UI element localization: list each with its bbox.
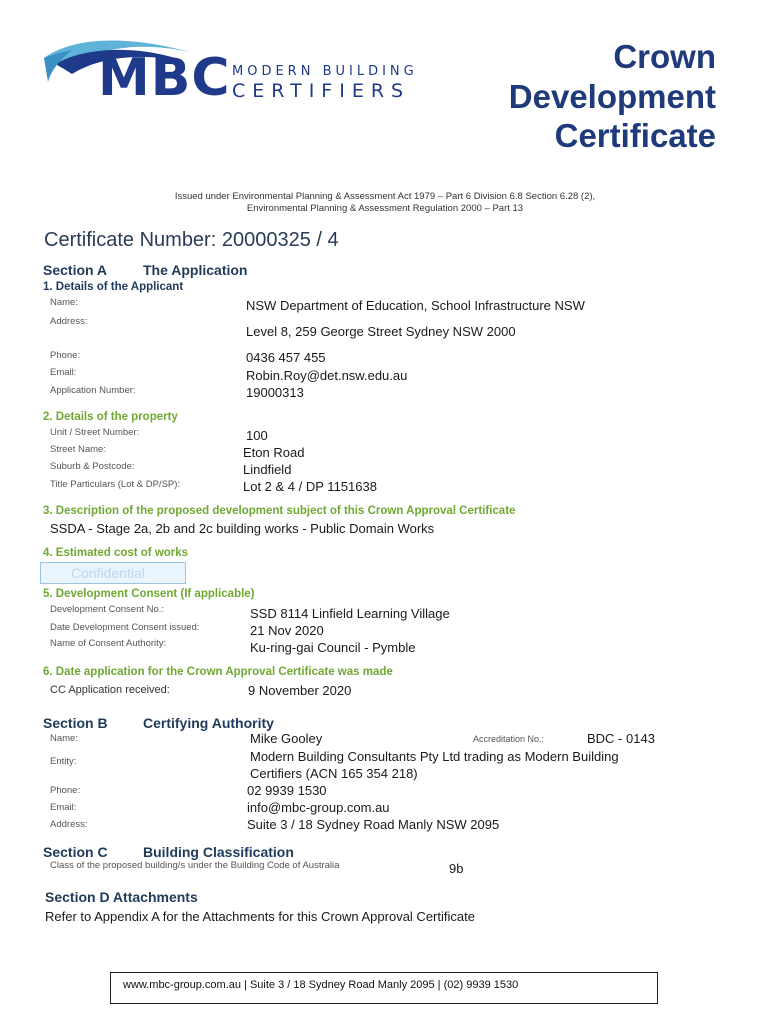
consent-authority-label: Name of Consent Authority: [50,638,167,649]
property-unit-label: Unit / Street Number: [50,427,140,438]
property-suburb: Lindfield [243,462,292,477]
applicant-heading: 1. Details of the Applicant [43,281,184,293]
consent-date-label: Date Development Consent issued: [50,622,200,633]
property-suburb-label: Suburb & Postcode: [50,461,135,472]
consent-heading: 5. Development Consent (If applicable) [43,588,255,600]
certifier-address-label: Address: [50,819,88,830]
applicant-phone-label: Phone: [50,350,81,361]
footer-contact: www.mbc-group.com.au | Suite 3 / 18 Sydney Road Manly 2095 | (02) 9939 1530 [110,972,658,1004]
applicant-name-label: Name: [50,297,78,308]
description-text: SSDA - Stage 2a, 2b and 2c building works - Public Domain Works [50,521,435,536]
accreditation-label: Accreditation No.: [473,734,545,744]
applicant-name: NSW Department of Education, School Infrastructure NSW [246,298,585,313]
doc-title-line-3: Certificate [554,117,716,154]
certificate-number: Certificate Number: 20000325 / 4 [44,229,339,251]
section-c-label: Section C [43,844,108,860]
section-c-title: Building Classification [143,844,294,860]
section-a-title: The Application [143,262,248,278]
property-title: Lot 2 & 4 / DP 1151638 [243,479,377,494]
section-d-heading: Section D Attachments [45,889,198,905]
entity-label: Entity: [50,756,77,767]
issued-line-2: Environmental Planning & Assessment Regulation 2000 – Part 13 [246,203,524,214]
certifier-phone: 02 9939 1530 [247,783,327,798]
applicant-address: Level 8, 259 George Street Sydney NSW 2000 [246,324,516,339]
application-date-heading: 6. Date application for the Crown Approval Certificate was made [43,666,393,678]
entity-line-2: Certifiers (ACN 165 354 218) [250,766,418,781]
property-street-label: Street Name: [50,444,106,455]
applicant-email: Robin.Roy@det.nsw.edu.au [246,368,408,383]
issued-line-1: Issued under Environmental Planning & Assessment Act 1979 – Part 6 Division 6.8 Section 6.28 (2), [174,191,596,202]
classification-label: Class of the proposed building/s under the Building Code of Australia [50,860,340,871]
applicant-address-label: Address: [50,316,88,327]
logo-mark: MBC [98,48,231,108]
applicant-email-label: Email: [50,367,77,378]
doc-title-line-2: Development [508,78,716,115]
section-b-label: Section B [43,715,108,731]
cost-heading: 4. Estimated cost of works [43,547,189,559]
logo-line-2: CERTIFIERS [232,80,411,102]
applicant-appno-label: Application Number: [50,385,136,396]
section-a-label: Section A [43,262,108,278]
cost-value-field: Confidential [40,562,186,584]
certifier-email-label: Email: [50,802,77,813]
property-unit: 100 [246,428,268,443]
entity-line-1: Modern Building Consultants Pty Ltd trading as Modern Building [250,749,619,764]
application-date-label: CC Application received: [50,684,170,696]
certifier-phone-label: Phone: [50,785,81,796]
property-heading: 2. Details of the property [43,411,178,423]
consent-no: SSD 8114 Linfield Learning Village [250,606,450,621]
certifier-email: info@mbc-group.com.au [247,800,390,815]
certifier-address: Suite 3 / 18 Sydney Road Manly NSW 2095 [247,817,500,832]
consent-no-label: Development Consent No.: [50,604,165,615]
logo-line-1: MODERN BUILDING [232,64,418,79]
description-heading: 3. Description of the proposed development subject of this Crown Approval Certificate [43,505,516,517]
section-b-title: Certifying Authority [143,715,274,731]
section-d-text: Refer to Appendix A for the Attachments for this Crown Approval Certificate [45,909,475,924]
accreditation-no: BDC - 0143 [587,731,655,746]
property-title-label: Title Particulars (Lot & DP/SP): [50,479,181,490]
application-date: 9 November 2020 [248,683,352,698]
certifier-name-label: Name: [50,733,78,744]
classification-value: 9b [449,861,464,876]
certifier-name: Mike Gooley [250,731,323,746]
applicant-phone: 0436 457 455 [246,350,326,365]
doc-title-line-1: Crown [613,38,716,75]
consent-authority: Ku-ring-gai Council - Pymble [250,640,416,655]
property-street: Eton Road [243,445,305,460]
consent-date: 21 Nov 2020 [250,623,324,638]
applicant-appno: 19000313 [246,385,304,400]
